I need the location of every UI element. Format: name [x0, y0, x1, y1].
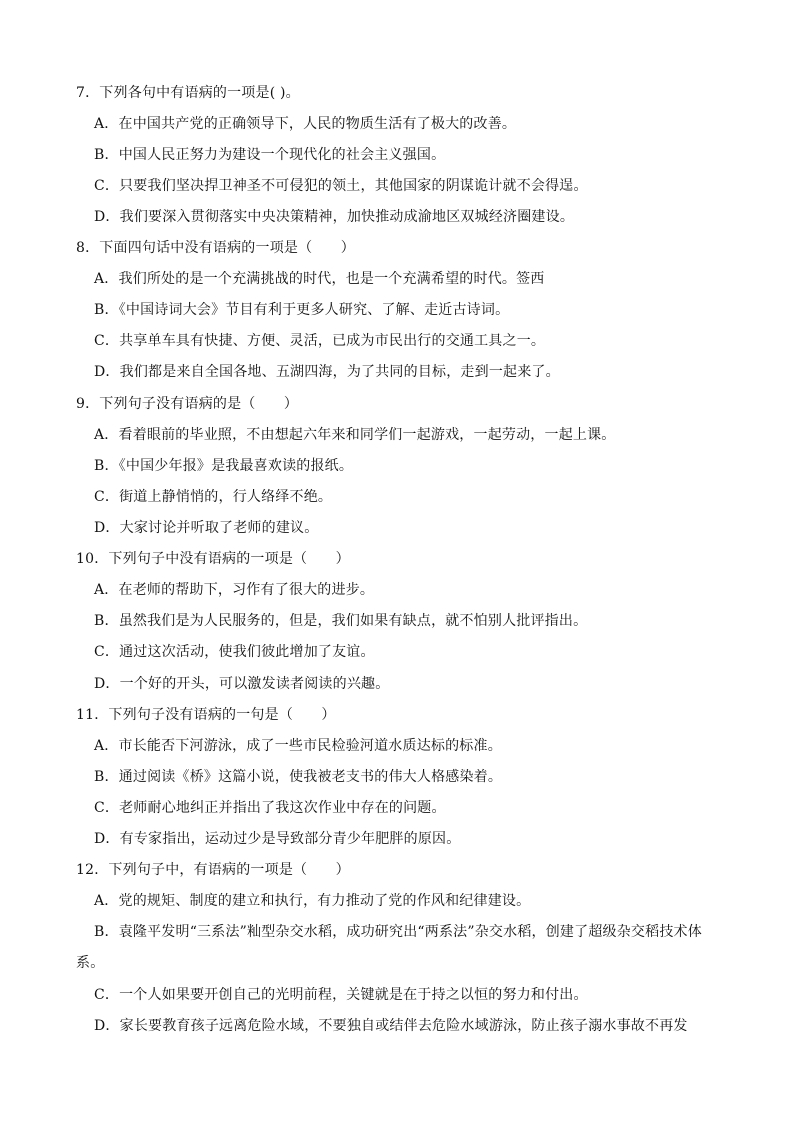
question-12-stem: 12．下列句子中，有语病的一项是（ ） — [76, 862, 350, 878]
question-11-option-a: A．市长能否下河游泳，成了一些市民检验河道水质达标的标准。 — [94, 738, 502, 754]
question-12-option-a: A．党的规矩、制度的建立和执行，有力推动了党的作风和纪律建设。 — [94, 893, 531, 909]
question-8-option-c: C．共享单车具有快捷、方便、灵活，已成为市民出行的交通工具之一。 — [94, 333, 546, 349]
question-9-stem: 9．下列句子没有语病的是（ ） — [76, 396, 299, 412]
question-8-option-d: D．我们都是来自全国各地、五湖四海，为了共同的目标，走到一起来了。 — [94, 364, 560, 380]
question-12-option-b: B．袁隆平发明“三系法”籼型杂交水稻，成功研究出“两系法”杂交水稻，创建了超级杂交稻技术体 — [94, 924, 702, 940]
question-10-option-d: D．一个好的开头，可以激发读者阅读的兴趣。 — [94, 676, 390, 692]
question-8-option-a: A．我们所处的是一个充满挑战的时代，也是一个充满希望的时代。签西 — [94, 271, 545, 287]
question-11-option-d: D．有专家指出，运动过少是导致部分青少年肥胖的原因。 — [94, 831, 461, 847]
question-8-stem: 8．下面四句话中没有语病的一项是（ ） — [76, 240, 355, 256]
question-10-option-b: B．虽然我们是为人民服务的，但是，我们如果有缺点，就不怕别人批评指出。 — [94, 613, 588, 629]
question-9-option-a: A．看着眼前的毕业照，不由想起六年来和同学们一起游戏，一起劳动，一起上课。 — [94, 427, 616, 443]
question-9-option-c: C．街道上静悄悄的，行人络绎不绝。 — [94, 489, 333, 505]
question-11-option-c: C．老师耐心地纠正并指出了我这次作业中存在的问题。 — [94, 800, 446, 816]
question-11-stem: 11．下列句子没有语病的一句是（ ） — [76, 707, 336, 723]
question-12-option-d: D．家长要教育孩子远离危险水域，不要独自或结伴去危险水域游泳，防止孩子溺水事故不再发 — [94, 1018, 688, 1034]
question-10-option-a: A．在老师的帮助下，习作有了很大的进步。 — [94, 582, 375, 598]
question-12-option-c: C．一个人如果要开创自己的光明前程，关键就是在于持之以恒的努力和付出。 — [94, 987, 588, 1003]
question-9-option-d: D．大家讨论并听取了老师的建议。 — [94, 520, 319, 536]
question-7-stem: 7．下列各句中有语病的一项是( )。 — [76, 85, 300, 101]
question-7-option-d: D．我们要深入贯彻落实中央决策精神，加快推动成渝地区双城经济圈建设。 — [94, 209, 575, 225]
question-8-option-b: B．《中国诗词大会》节目有利于更多人研究、了解、走近古诗词。 — [94, 302, 510, 318]
question-10-stem: 10．下列句子中没有语病的一项是（ ） — [76, 551, 350, 567]
question-7-option-c: C．只要我们坚决捍卫神圣不可侵犯的领土，其他国家的阴谋诡计就不会得逞。 — [94, 178, 588, 194]
question-10-option-c: C．通过这次活动，使我们彼此增加了友谊。 — [94, 644, 375, 660]
question-11-option-b: B．通过阅读《桥》这篇小说，使我被老支书的伟大人格感染着。 — [94, 769, 503, 785]
question-7-option-b: B．中国人民正努力为建设一个现代化的社会主义强国。 — [94, 147, 446, 163]
question-7-option-a: A．在中国共产党的正确领导下，人民的物质生活有了极大的改善。 — [94, 116, 517, 132]
question-9-option-b: B．《中国少年报》是我最喜欢读的报纸。 — [94, 458, 354, 474]
question-12-option-b-continuation: 系。 — [76, 955, 105, 971]
